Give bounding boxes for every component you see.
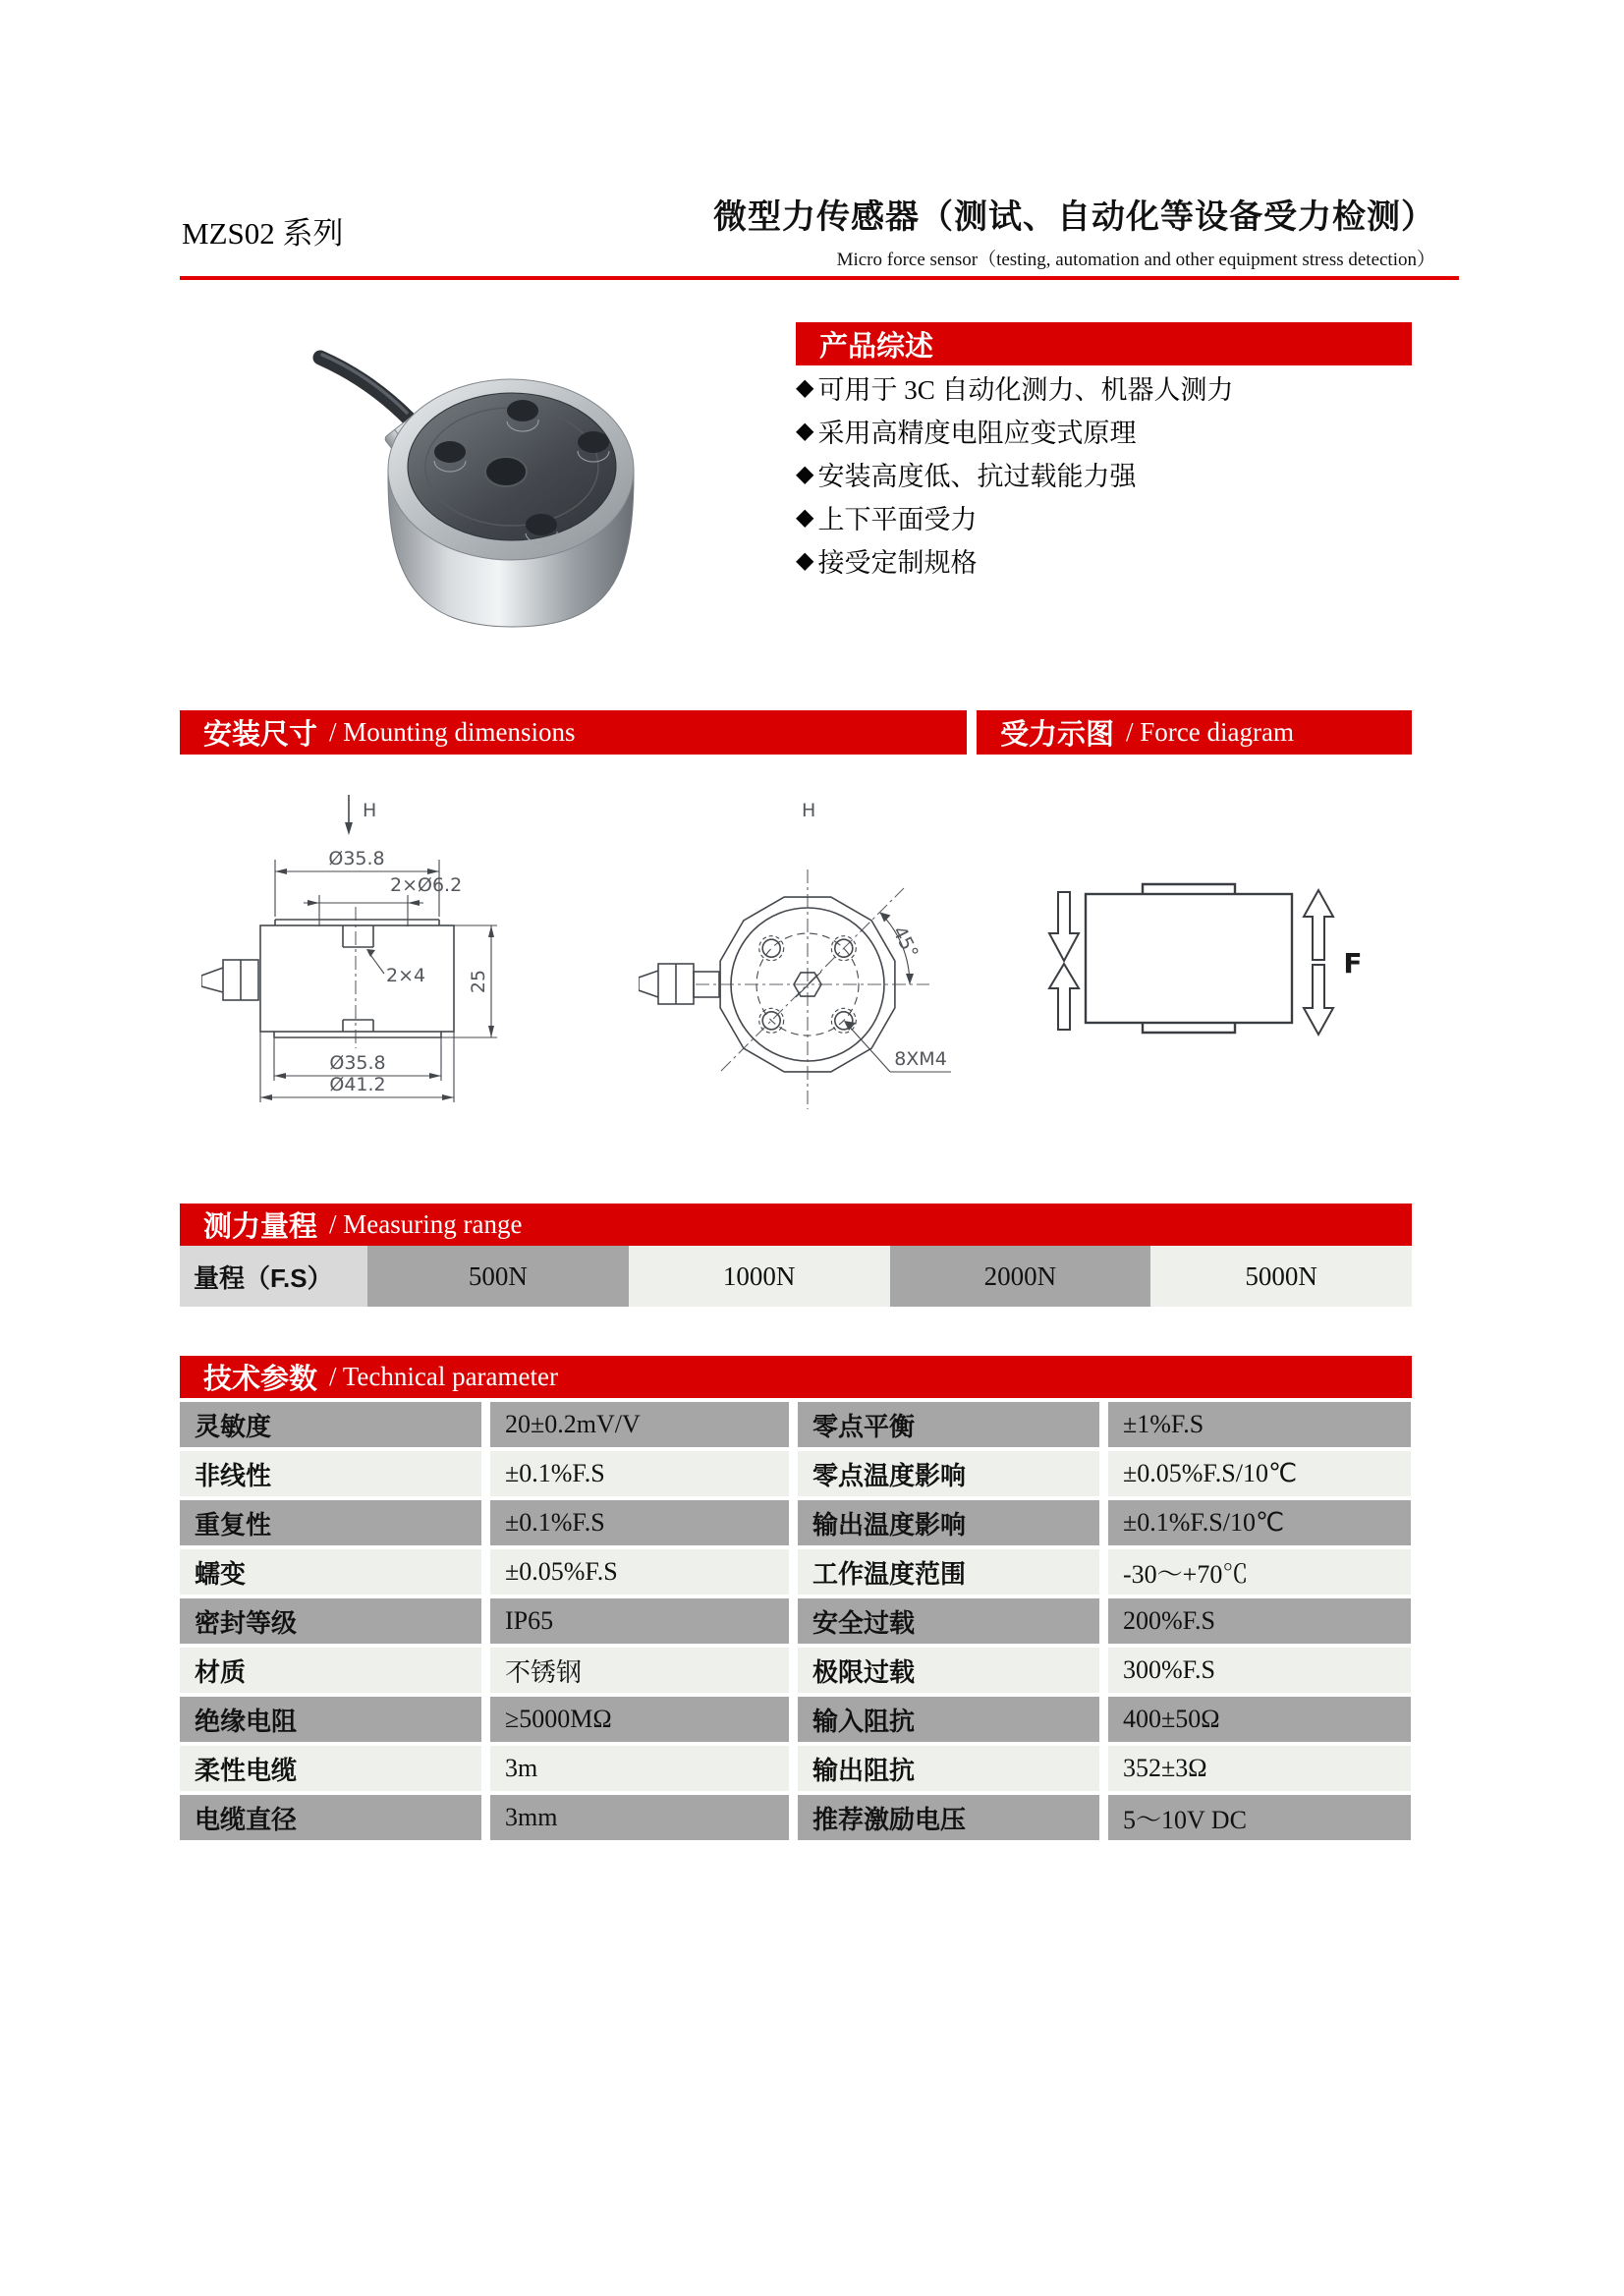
dim-holes-label: 2×Ø6.2 [390,874,463,896]
section-title-zh: 测力量程 [203,1211,318,1243]
param-value: 3mm [490,1795,789,1840]
range-value: 500N [367,1246,629,1307]
param-value: 3m [490,1746,789,1791]
param-name: 绝缘电阻 [180,1697,481,1742]
top-view-drawing [639,791,953,1115]
param-value: ±0.05%F.S/10℃ [1108,1451,1411,1496]
section-technical-parameter [180,1356,1412,1398]
param-value: 400±50Ω [1108,1697,1411,1742]
param-value: 5～10V DC [1108,1795,1411,1840]
diamond-bullet-icon: ◆ [796,373,814,401]
cable-gland-outline [201,960,258,1000]
overview-bullet [796,495,1425,538]
param-name: 极限过载 [798,1648,1099,1693]
param-name: 电缆直径 [180,1795,481,1840]
force-label: F [1343,947,1363,980]
section-title-en: / Mounting dimensions [329,717,576,747]
overview-bullets [796,365,1425,582]
param-value: 20±0.2mV/V [490,1402,789,1447]
param-value: 300%F.S [1108,1648,1411,1693]
param-value: ±0.1%F.S [490,1451,789,1496]
diamond-bullet-icon: ◆ [796,503,814,531]
param-value: 200%F.S [1108,1598,1411,1644]
param-value: ±0.1%F.S/10℃ [1108,1500,1411,1545]
overview-bullet [796,409,1425,452]
param-value: ±1%F.S [1108,1402,1411,1447]
bullet-text: 可用于 3C 自动化测力、机器人测力 [817,374,1234,405]
force-diagram [1036,865,1375,1051]
series-name: MZS02 系列 [182,216,344,251]
param-value: ≥5000MΩ [490,1697,789,1742]
param-name: 重复性 [180,1500,481,1545]
dim-top-diameter: Ø35.8 [328,848,385,869]
dim-h-label: H [363,800,377,821]
overview-heading: 产品综述 [819,330,934,363]
param-name: 蠕变 [180,1549,481,1595]
param-name: 输出温度影响 [798,1500,1099,1545]
dim-bottom-diameter: Ø35.8 [329,1052,386,1074]
dim-h-label: H [802,800,816,821]
param-name: 非线性 [180,1451,481,1496]
diamond-bullet-icon: ◆ [796,460,814,487]
range-value: 5000N [1150,1246,1412,1307]
page-subtitle: Micro force sensor（testing, automation and other equipment stress detection） [836,250,1435,270]
param-value: 不锈钢 [490,1648,789,1693]
param-name: 输出阻抗 [798,1746,1099,1791]
section-force-diagram [977,710,1412,755]
param-name: 推荐激励电压 [798,1795,1099,1840]
bullet-text: 接受定制规格 [817,547,978,578]
bullet-text: 安装高度低、抗过载能力强 [817,461,1137,491]
section-title-en: / Technical parameter [329,1362,558,1391]
overview-bullet [796,452,1425,495]
dim-outer-diameter: Ø41.2 [329,1074,386,1095]
dim-angle-label: 45° [887,923,923,963]
section-measuring-range [180,1204,1412,1246]
param-value: -30～+70℃ [1108,1549,1411,1595]
bolt-hole [578,431,609,453]
section-title-en: / Measuring range [329,1209,523,1239]
param-name: 安全过载 [798,1598,1099,1644]
overview-header [796,322,1412,365]
param-name: 输入阻抗 [798,1697,1099,1742]
param-name: 柔性电缆 [180,1746,481,1791]
param-name: 材质 [180,1648,481,1693]
sensor-cable [320,355,409,419]
sensor-block [1086,894,1292,1023]
bolt-hole [507,400,538,421]
diamond-bullet-icon: ◆ [796,417,814,444]
diamond-bullet-icon: ◆ [796,546,814,574]
overview-bullet [796,538,1425,582]
param-value: IP65 [490,1598,789,1644]
param-name: 零点温度影响 [798,1451,1099,1496]
section-title-zh: 受力示图 [1000,719,1115,751]
param-name: 灵敏度 [180,1402,481,1447]
page-title: 微型力传感器（测试、自动化等设备受力检测） [713,198,1435,236]
param-value: 352±3Ω [1108,1746,1411,1791]
dim-thread-label: 8XM4 [894,1048,947,1070]
technical-parameter-table [180,1402,1412,1840]
bolt-hole [434,441,466,463]
section-title-zh: 安装尺寸 [203,719,318,751]
center-hole [485,457,527,486]
section-title-en: / Force diagram [1126,717,1294,747]
sensor-body [388,379,634,627]
param-name: 工作温度范围 [798,1549,1099,1595]
measuring-range-table [180,1246,1412,1307]
param-name: 零点平衡 [798,1402,1099,1447]
range-row-header: 量程（F.S） [180,1246,367,1307]
bullet-text: 上下平面受力 [817,504,978,534]
force-arrows [1049,890,1333,1035]
param-name: 密封等级 [180,1598,481,1644]
param-value: ±0.05%F.S [490,1549,789,1595]
product-photo [312,332,651,656]
param-value: ±0.1%F.S [490,1500,789,1545]
section-title-zh: 技术参数 [203,1364,318,1395]
range-value: 1000N [629,1246,890,1307]
range-value: 2000N [890,1246,1151,1307]
bolt-hole [526,514,557,535]
dim-slot-label: 2×4 [386,965,426,986]
dim-height-label: 25 [468,969,489,994]
section-mounting-dimensions [180,710,967,755]
header-rule [180,276,1459,280]
bullet-text: 采用高精度电阻应变式原理 [817,418,1137,448]
overview-bullet [796,365,1425,409]
side-view-drawing [201,791,516,1115]
